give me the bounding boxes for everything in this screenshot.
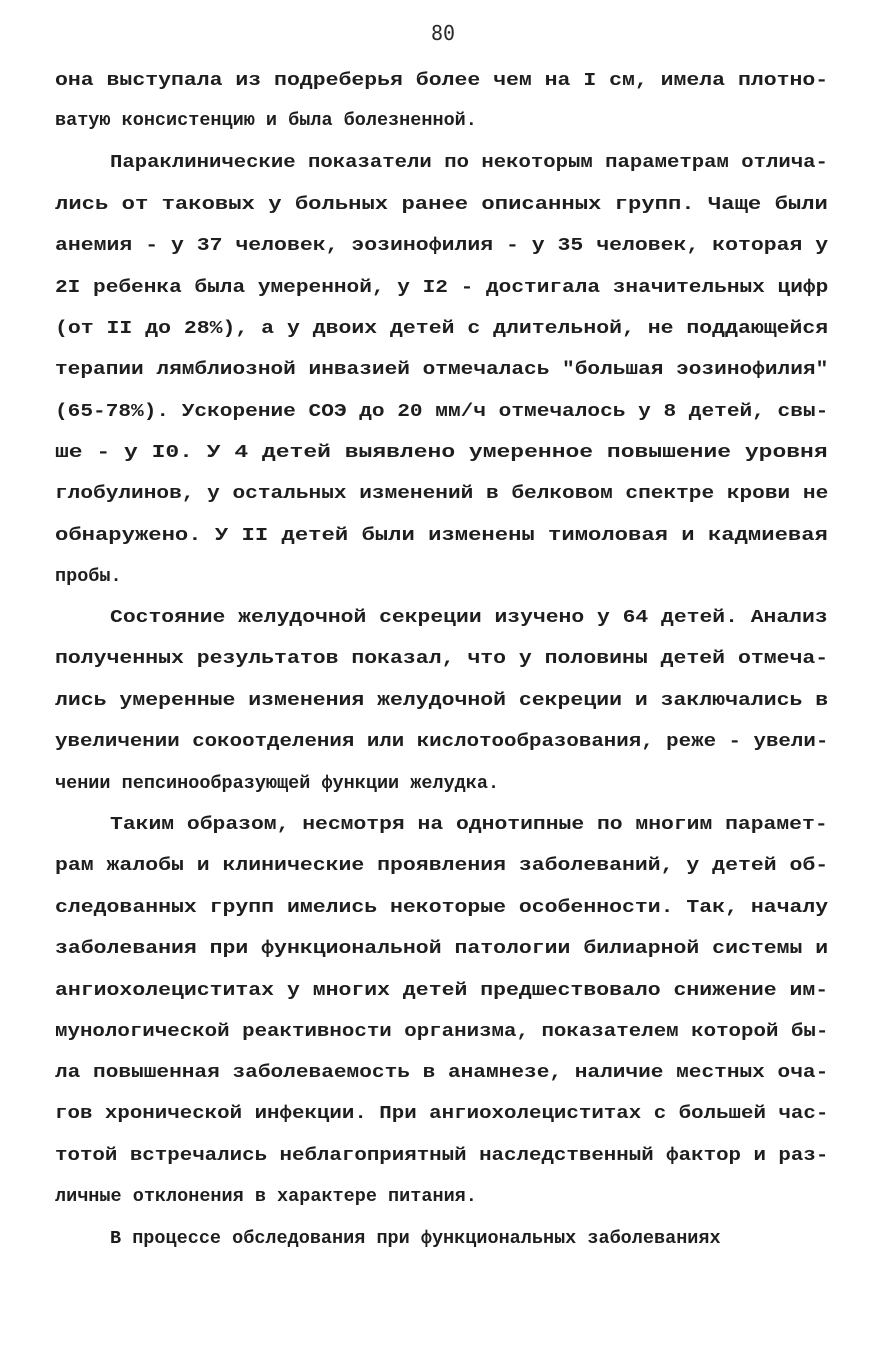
text-line: она выступала из подреберья более чем на I см, имела плотно- xyxy=(55,70,829,91)
text-line: увеличении сокоотделения или кислотообразования, реже - увели- xyxy=(55,731,829,752)
text-line: терапии лямблиозной инвазией отмечалась "большая эозинофилия" xyxy=(55,359,829,380)
text-line: Состояние желудочной секреции изучено у 64 детей. Анализ xyxy=(110,607,828,628)
text-line: лись от таковых у больных ранее описанных групп. Чаще были xyxy=(55,194,828,215)
text-line: пробы. xyxy=(55,566,122,587)
text-line: ватую консистенцию и была болезненной. xyxy=(55,110,477,131)
text-line: гов хронической инфекции. При ангиохолециститах с большей час- xyxy=(55,1103,829,1124)
text-line: В процессе обследования при функциональных заболеваниях xyxy=(110,1228,721,1249)
text-line: Параклинические показатели по некоторым параметрам отлича- xyxy=(110,152,828,173)
text-line: заболевания при функциональной патологии билиарной системы и xyxy=(55,938,829,959)
text-line: ла повышенная заболеваемость в анамнезе, наличие местных оча- xyxy=(55,1062,829,1083)
text-line: Таким образом, несмотря на однотипные по многим парамет- xyxy=(110,814,828,835)
text-line: (65-78%). Ускорение СОЭ до 20 мм/ч отмечалось у 8 детей, свы- xyxy=(55,401,829,422)
text-line: мунологической реактивности организма, показателем которой бы- xyxy=(55,1021,829,1042)
text-line: глобулинов, у остальных изменений в белковом спектре крови не xyxy=(55,483,829,504)
text-line: анемия - у 37 человек, эозинофилия - у 35 человек, которая у xyxy=(55,235,829,256)
page-number: 80 xyxy=(430,21,456,45)
text-line: лись умеренные изменения желудочной секреции и заключались в xyxy=(55,690,829,711)
text-line: чении пепсинообразующей функции желудка. xyxy=(55,773,500,794)
text-line: обнаружено. У II детей были изменены тимоловая и кадмиевая xyxy=(55,525,828,546)
text-line: ангиохолециститах у многих детей предшествовало снижение им- xyxy=(55,980,829,1001)
text-line: ше - у I0. У 4 детей выявлено умеренное повышение уровня xyxy=(55,442,828,463)
text-line: личные отклонения в характере питания. xyxy=(55,1186,477,1207)
text-line: 2I ребенка была умеренной, у I2 - достигала значительных цифр xyxy=(55,277,829,298)
text-line: полученных результатов показал, что у половины детей отмеча- xyxy=(55,648,829,669)
text-line: тотой встречались неблагоприятный наследственный фактор и раз- xyxy=(55,1145,829,1166)
text-line: рам жалобы и клинические проявления заболеваний, у детей об- xyxy=(55,855,829,876)
text-line: следованных групп имелись некоторые особенности. Так, началу xyxy=(55,897,829,918)
text-line: (от II до 28%), а у двоих детей с длительной, не поддающейся xyxy=(55,318,829,339)
